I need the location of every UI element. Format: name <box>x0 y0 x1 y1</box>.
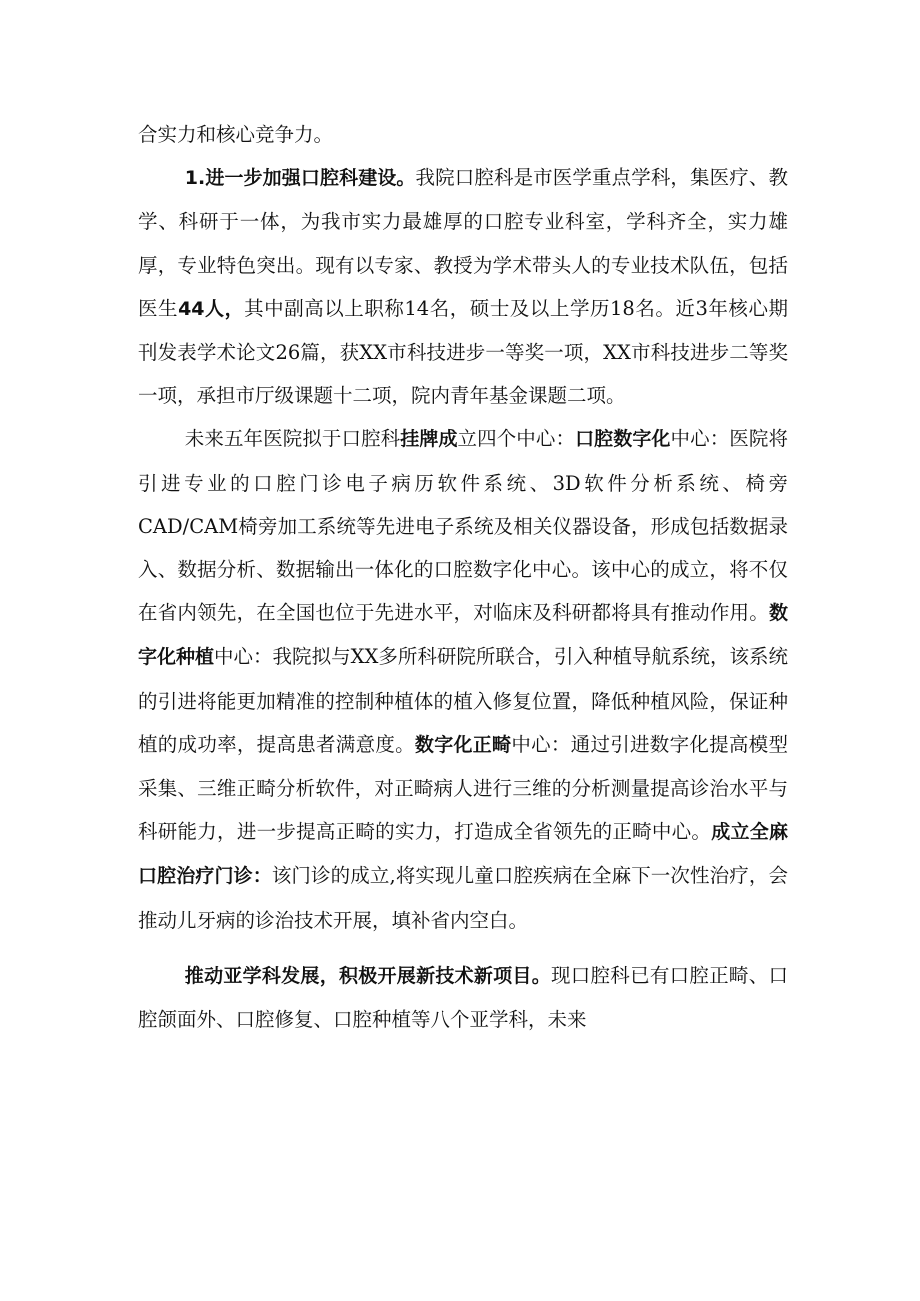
four-centers-emphasis: 挂牌成 <box>400 428 458 451</box>
paragraph-stomatology-construction <box>138 156 788 417</box>
four-centers-intro-cont: 立四个中心： <box>457 427 576 451</box>
digital-orthodontic-center-text: 中心：通过引进数字化提高模型采集、三维正畸分析软件，对正畸病人进行三维的分析测量提高诊治水平与科研能力，进一步提高正畸的实力，打造成全省领先的正畸中心。 <box>138 732 788 844</box>
sub-disciplines-heading: 推动亚学科发展，积极开展新技术新项目。 <box>184 964 551 987</box>
sub-disciplines-text: 现口腔科已有口腔正畸、口腔颌面外、口腔修复、口腔种植等八个亚学科，未来 <box>138 963 788 1032</box>
document-body <box>138 113 788 1041</box>
stomatology-stats-text: 其中副高以上职称14名，硕士及以上学历18名。近3年核心期刊发表学术论文26篇，获XX市科技进步一等奖一项，XX市科技进步二等奖一项，承担市厅级课题十二项，院内青年基金课题二项。 <box>138 296 788 408</box>
digital-implant-center-title: 数字化种植 <box>138 602 788 669</box>
anesthesia-clinic-text: 该门诊的成立,将实现儿童口腔疾病在全麻下一次性治疗，会推动儿牙病的诊治技术开展，填补省内空白。 <box>138 864 788 932</box>
digital-oral-center-text: 中心：医院将引进专业的口腔门诊电子病历软件系统、3D软件分析系统、椅旁CAD/CAM椅旁加工系统等先进电子系统及相关仪器设备，形成包括数据录入、数据分析、数据输出一体化的口腔数字化中心。该中心的成立，将不仅在省内领先，在全国也位于先进水平，对临床及科研都将具有推动作用。 <box>138 427 788 625</box>
paragraph-sub-disciplines <box>138 954 788 1041</box>
section-heading-stomatology: 1.进一步加强口腔科建设。 <box>184 167 416 190</box>
digital-implant-center-text: 中心：我院拟与XX多所科研院所联合，引入种植导航系统，该系统的引进将能更加精准的控制种植体的植入修复位置，降低种植风险，保证种植的成功率，提高患者满意度。 <box>138 645 788 756</box>
paragraph-four-centers <box>138 417 788 941</box>
stomatology-intro-text: 我院口腔科是市医学重点学科，集医疗、教学、科研于一体，为我市实力最雄厚的口腔专业科室，学科齐全，实力雄厚，专业特色突出。现有以专家、教授为学术带头人的专业技术队伍，包括医生 <box>138 166 788 320</box>
anesthesia-clinic-title: 成立全麻口腔治疗门诊： <box>138 821 788 888</box>
doctor-count-text: 44人， <box>178 297 245 320</box>
continuation-text: 合实力和核心竞争力。 <box>138 123 334 146</box>
digital-oral-center-title: 口腔数字化 <box>575 428 671 451</box>
paragraph-continuation <box>138 113 788 156</box>
digital-orthodontic-center-title: 数字化正畸 <box>414 733 512 756</box>
four-centers-intro: 未来五年医院拟于口腔科 <box>184 427 401 451</box>
